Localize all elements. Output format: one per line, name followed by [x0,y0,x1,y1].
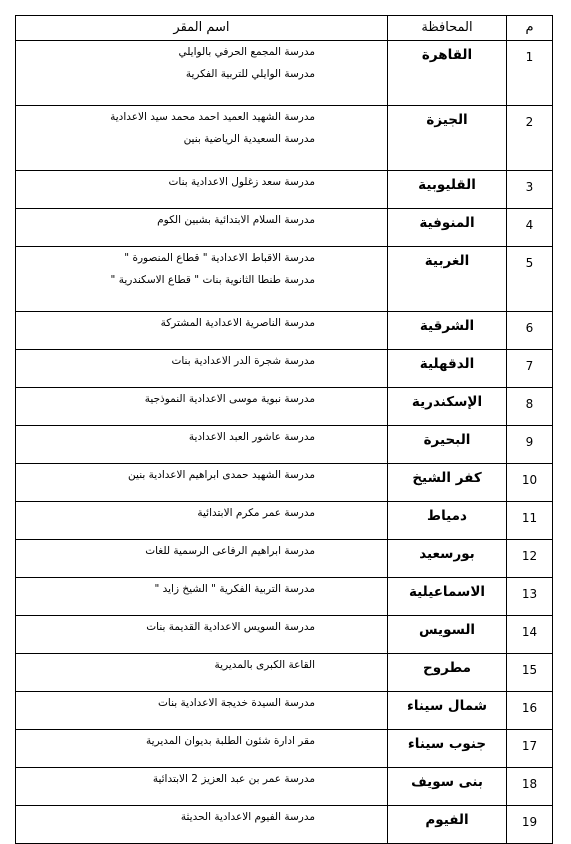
row-number: 5 [507,247,553,312]
governorate-name: شمال سيناء [388,692,507,730]
table-row [16,502,553,540]
row-number: 4 [507,209,553,247]
site-cell [16,388,388,426]
locations-table [15,15,553,844]
site-cell [16,540,388,578]
table-row [16,247,553,312]
header-row [16,16,553,41]
site-name: مدرسة التربية الفكرية " الشيخ زايد " [154,583,315,595]
row-number: 7 [507,350,553,388]
site-cell [16,106,388,171]
site-name: القاعة الكبرى بالمديرية [214,659,315,671]
row-number: 10 [507,464,553,502]
row-number: 3 [507,171,553,209]
site-name: مدرسة شجرة الدر الاعدادية بنات [171,355,315,367]
table-row [16,209,553,247]
governorate-name: بورسعيد [388,540,507,578]
site-cell [16,464,388,502]
site-cell [16,312,388,350]
row-number: 19 [507,806,553,844]
row-number: 6 [507,312,553,350]
site-name: مدرسة الفيوم الاعدادية الحديثة [180,811,315,823]
site-name: مدرسة الاقباط الاعدادية " قطاع المنصورة " [124,252,315,264]
row-number: 11 [507,502,553,540]
governorate-name: الإسكندرية [388,388,507,426]
site-cell [16,209,388,247]
row-number: 2 [507,106,553,171]
table-row [16,41,553,106]
site-cell [16,502,388,540]
site-name: مدرسة الشهيد حمدى ابراهيم الاعدادية بنين [128,469,315,481]
governorate-name: الدقهلية [388,350,507,388]
table-row [16,426,553,464]
table-header [16,16,553,41]
site-cell [16,768,388,806]
row-number: 14 [507,616,553,654]
site-cell [16,426,388,464]
row-number: 17 [507,730,553,768]
header-number: م [507,16,553,41]
site-cell [16,41,388,106]
site-cell [16,616,388,654]
governorate-name: الفيوم [388,806,507,844]
site-name: مدرسة الشهيد العميد احمد محمد سيد الاعدادية [110,111,315,123]
table-row [16,616,553,654]
governorate-name: الشرقية [388,312,507,350]
governorate-name: الاسماعيلية [388,578,507,616]
header-site-name: اسم المقر [16,16,388,41]
site-name: مدرسة سعد زغلول الاعدادية بنات [168,176,315,188]
row-number: 8 [507,388,553,426]
table-row [16,350,553,388]
row-number: 12 [507,540,553,578]
table-row [16,692,553,730]
table-row [16,171,553,209]
governorate-name: المنوفية [388,209,507,247]
governorate-name: بنى سويف [388,768,507,806]
site-name: مدرسة الوايلي للتربية الفكرية [185,68,315,80]
site-name: مدرسة عمر مكرم الابتدائية [197,507,315,519]
row-number: 1 [507,41,553,106]
site-name: مدرسة نبوية موسى الاعدادية النموذجية [144,393,315,405]
site-name: مدرسة الناصرية الاعدادية المشتركة [160,317,315,329]
site-name: مدرسة السيدة خديجة الاعدادية بنات [158,697,315,709]
governorate-name: كفر الشيخ [388,464,507,502]
table-row [16,654,553,692]
site-cell [16,247,388,312]
site-name: مدرسة المجمع الحرفي بالوايلي [178,46,315,58]
governorate-name: البحيرة [388,426,507,464]
table-row [16,730,553,768]
site-name: مدرسة السويس الاعدادية القديمة بنات [146,621,315,633]
site-name: مدرسة عاشور العبد الاعدادية [188,431,315,443]
table-row [16,464,553,502]
site-cell [16,578,388,616]
table-row [16,388,553,426]
row-number: 13 [507,578,553,616]
row-number: 16 [507,692,553,730]
table-row [16,540,553,578]
site-cell [16,692,388,730]
governorate-name: مطروح [388,654,507,692]
site-cell [16,654,388,692]
site-name: مدرسة عمر بن عبد العزيز 2 الابتدائية [152,773,315,785]
site-name: مدرسة السعيدية الرياضية بنين [183,133,315,145]
row-number: 15 [507,654,553,692]
row-number: 9 [507,426,553,464]
site-cell [16,730,388,768]
site-cell [16,171,388,209]
table-row [16,578,553,616]
site-name: مدرسة السلام الابتدائية بشبين الكوم [157,214,315,226]
table-row [16,768,553,806]
governorate-name: القليوبية [388,171,507,209]
table-row [16,806,553,844]
governorate-name: الجيزة [388,106,507,171]
row-number: 18 [507,768,553,806]
table-body [16,41,553,844]
header-governorate: المحافظة [388,16,507,41]
site-name: مدرسة ابراهيم الرفاعى الرسمية للغات [145,545,315,557]
site-name: مقر ادارة شئون الطلبة بديوان المديرية [146,735,315,747]
site-cell [16,350,388,388]
governorate-name: دمياط [388,502,507,540]
site-cell [16,806,388,844]
table-row [16,106,553,171]
governorate-name: القاهرة [388,41,507,106]
governorate-name: السويس [388,616,507,654]
governorate-name: جنوب سيناء [388,730,507,768]
table-row [16,312,553,350]
governorate-name: الغربية [388,247,507,312]
site-name: مدرسة طنطا الثانوية بنات " قطاع الاسكندرية " [110,274,315,286]
